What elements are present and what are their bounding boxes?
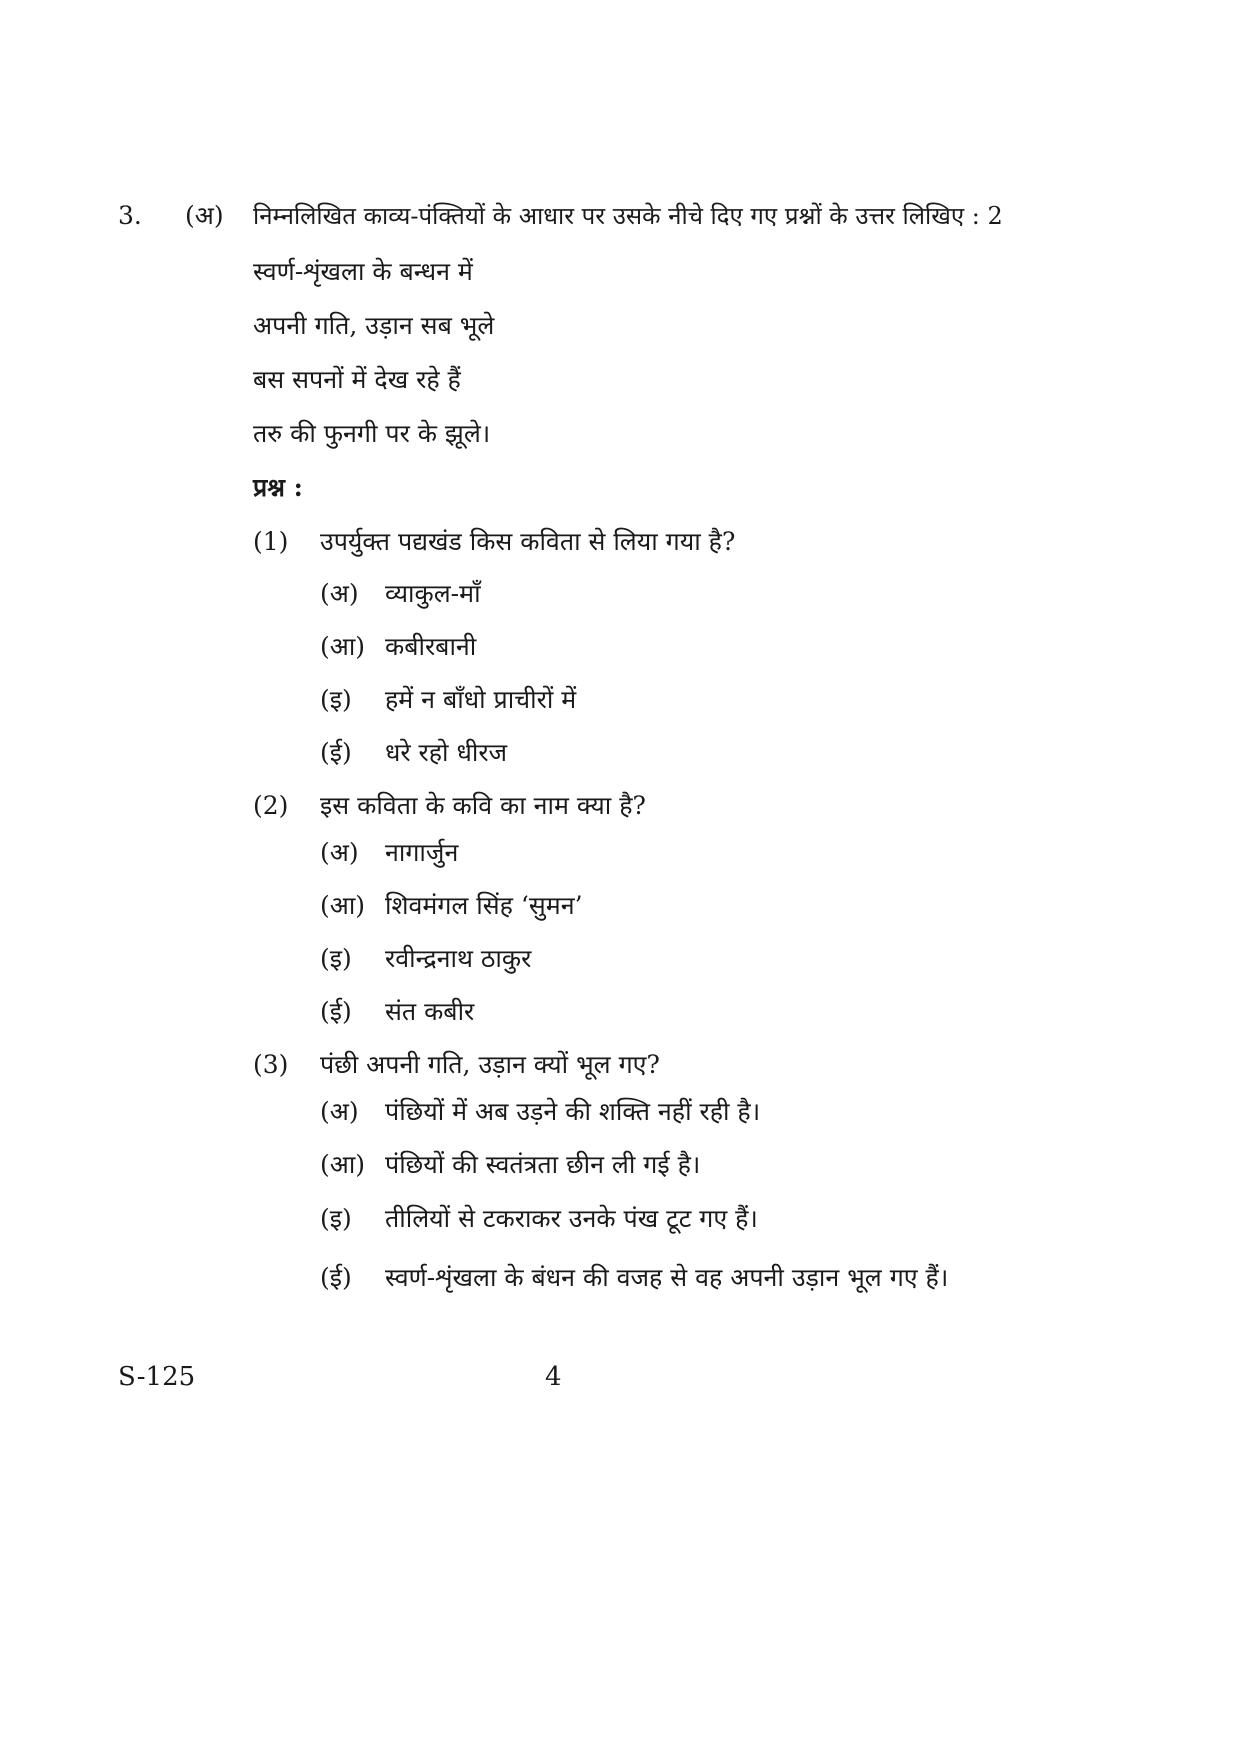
subquestion-text: उपर्युक्त पद्यखंड किस कविता से लिया गया है? bbox=[320, 527, 736, 556]
subquestion-text: पंछी अपनी गति, उड़ान क्यों भूल गए? bbox=[320, 1050, 660, 1079]
subquestion-number: (1) bbox=[253, 527, 289, 556]
question-number: 3. bbox=[118, 201, 142, 230]
page-number: 4 bbox=[545, 1362, 562, 1392]
option-text: स्वर्ण-शृंखला के बंधन की वजह से वह अपनी उड़ान भूल गए हैं। bbox=[385, 1263, 949, 1292]
option-text: पंछियों की स्वतंत्रता छीन ली गई है। bbox=[385, 1150, 701, 1179]
option-text: धरे रहो धीरज bbox=[385, 738, 508, 767]
poem-line: बस सपनों में देख रहे हैं bbox=[253, 365, 461, 394]
option-text: नागार्जुन bbox=[385, 838, 459, 867]
option-text: संत कबीर bbox=[385, 997, 475, 1026]
prashn-heading: प्रश्न : bbox=[253, 473, 303, 502]
option-label: (आ) bbox=[320, 891, 366, 920]
option-text: पंछियों में अब उड़ने की शक्ति नहीं रही है। bbox=[385, 1097, 761, 1126]
option-text: हमें न बाँधो प्राचीरों में bbox=[385, 685, 577, 714]
question-part-label: (अ) bbox=[185, 201, 224, 230]
subquestion-text: इस कविता के कवि का नाम क्या है? bbox=[320, 791, 646, 820]
option-text: कबीरबानी bbox=[385, 632, 477, 661]
option-label: (इ) bbox=[320, 944, 352, 973]
option-text: रवीन्द्रनाथ ठाकुर bbox=[385, 944, 532, 973]
paper-code: S-125 bbox=[118, 1362, 196, 1392]
option-label: (अ) bbox=[320, 1097, 359, 1126]
option-label: (ई) bbox=[320, 1263, 352, 1292]
option-label: (अ) bbox=[320, 838, 359, 867]
option-label: (ई) bbox=[320, 997, 352, 1026]
poem-line: स्वर्ण-शृंखला के बन्धन में bbox=[253, 257, 473, 286]
option-text: व्याकुल-माँ bbox=[385, 579, 481, 608]
option-label: (इ) bbox=[320, 685, 352, 714]
poem-line: अपनी गति, उड़ान सब भूले bbox=[253, 311, 495, 340]
option-label: (आ) bbox=[320, 1150, 366, 1179]
poem-line: तरु की फुनगी पर के झूले। bbox=[253, 419, 491, 448]
subquestion-number: (3) bbox=[253, 1050, 289, 1079]
question-instruction: निम्नलिखित काव्य-पंक्तियों के आधार पर उसके नीचे दिए गए प्रश्नों के उत्तर लिखिए : 2 bbox=[253, 202, 1003, 230]
option-label: (आ) bbox=[320, 632, 366, 661]
option-label: (ई) bbox=[320, 738, 352, 767]
option-text: शिवमंगल सिंह ‘सुमन’ bbox=[385, 891, 583, 920]
option-label: (अ) bbox=[320, 579, 359, 608]
subquestion-number: (2) bbox=[253, 791, 289, 820]
option-text: तीलियों से टकराकर उनके पंख टूट गए हैं। bbox=[385, 1204, 758, 1233]
option-label: (इ) bbox=[320, 1204, 352, 1233]
